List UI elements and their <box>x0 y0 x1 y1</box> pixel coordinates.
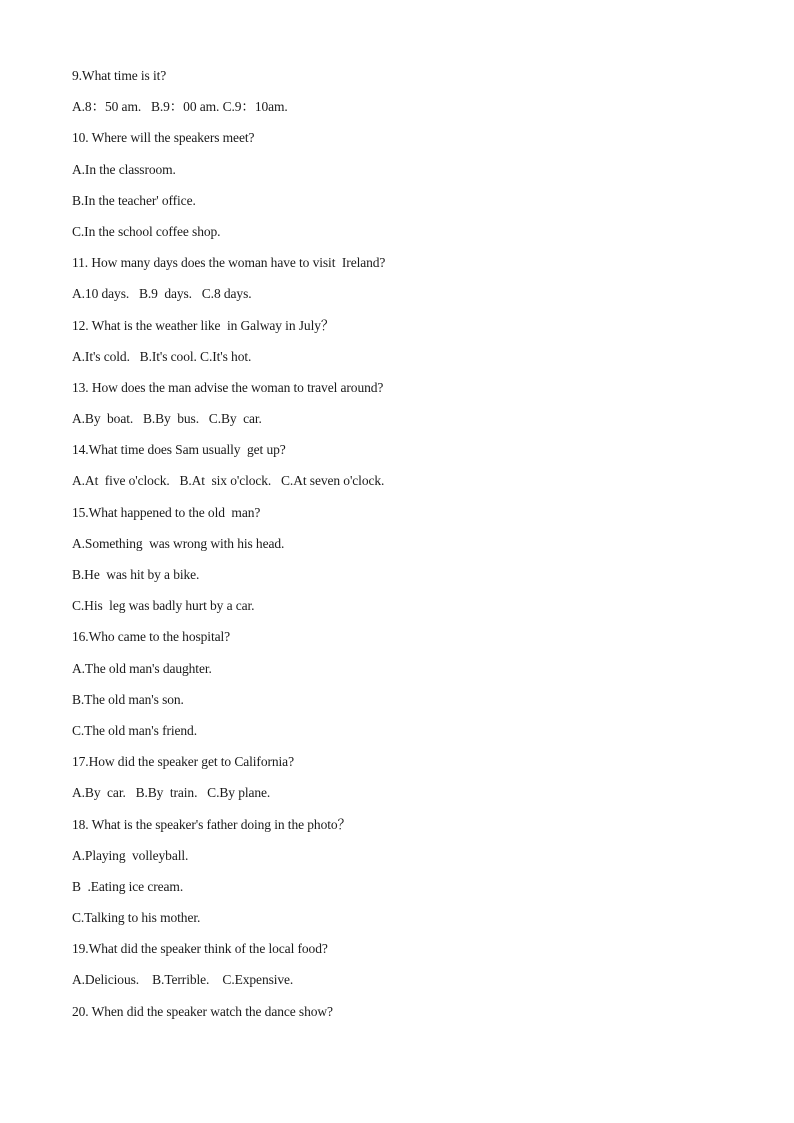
question-13: 13. How does the man advise the woman to travel around? <box>72 379 384 395</box>
options-14: A.At five o'clock. B.At six o'clock. C.At seven o'clock. <box>72 473 385 489</box>
option-15-c: C.His leg was badly hurt by a car. <box>72 598 255 614</box>
question-14: 14.What time does Sam usually get up? <box>72 442 286 458</box>
option-16-b: B.The old man's son. <box>72 691 184 707</box>
option-16-c: C.The old man's friend. <box>72 722 197 738</box>
option-18-b: B .Eating ice cream. <box>72 878 184 894</box>
option-10-c: C.In the school coffee shop. <box>72 223 221 239</box>
option-10-a: A.In the classroom. <box>72 161 176 177</box>
option-10-b: B.In the teacher' office. <box>72 192 196 208</box>
question-10: 10. Where will the speakers meet? <box>72 130 255 146</box>
question-11: 11. How many days does the woman have to visit Ireland? <box>72 255 386 271</box>
options-9: A.8：50 am. B.9：00 am. C.9：10am. <box>72 99 288 115</box>
question-17: 17.How did the speaker get to California? <box>72 754 294 770</box>
question-20: 20. When did the speaker watch the dance show? <box>72 1003 333 1019</box>
options-12: A.It's cold. B.It's cool. C.It's hot. <box>72 348 252 364</box>
question-18: 18. What is the speaker's father doing in the photo？ <box>72 816 351 832</box>
question-16: 16.Who came to the hospital? <box>72 629 231 645</box>
options-19: A.Delicious. B.Terrible. C.Expensive. <box>72 972 294 988</box>
question-12: 12. What is the weather like in Galway in July？ <box>72 317 335 333</box>
question-9: 9.What time is it? <box>72 68 167 83</box>
option-16-a: A.The old man's daughter. <box>72 660 212 676</box>
question-19: 19.What did the speaker think of the local food? <box>72 941 328 957</box>
option-15-b: B.He was hit by a bike. <box>72 567 200 582</box>
option-15-a: A.Something was wrong with his head. <box>72 535 285 551</box>
option-18-c: C.Talking to his mother. <box>72 910 201 926</box>
option-18-a: A.Playing volleyball. <box>72 847 189 863</box>
options-17: A.By car. B.By train. C.By plane. <box>72 785 271 801</box>
options-13: A.By boat. B.By bus. C.By car. <box>72 411 262 427</box>
question-list <box>72 66 752 1033</box>
question-15: 15.What happened to the old man? <box>72 504 261 520</box>
options-11: A.10 days. B.9 days. C.8 days. <box>72 286 252 302</box>
